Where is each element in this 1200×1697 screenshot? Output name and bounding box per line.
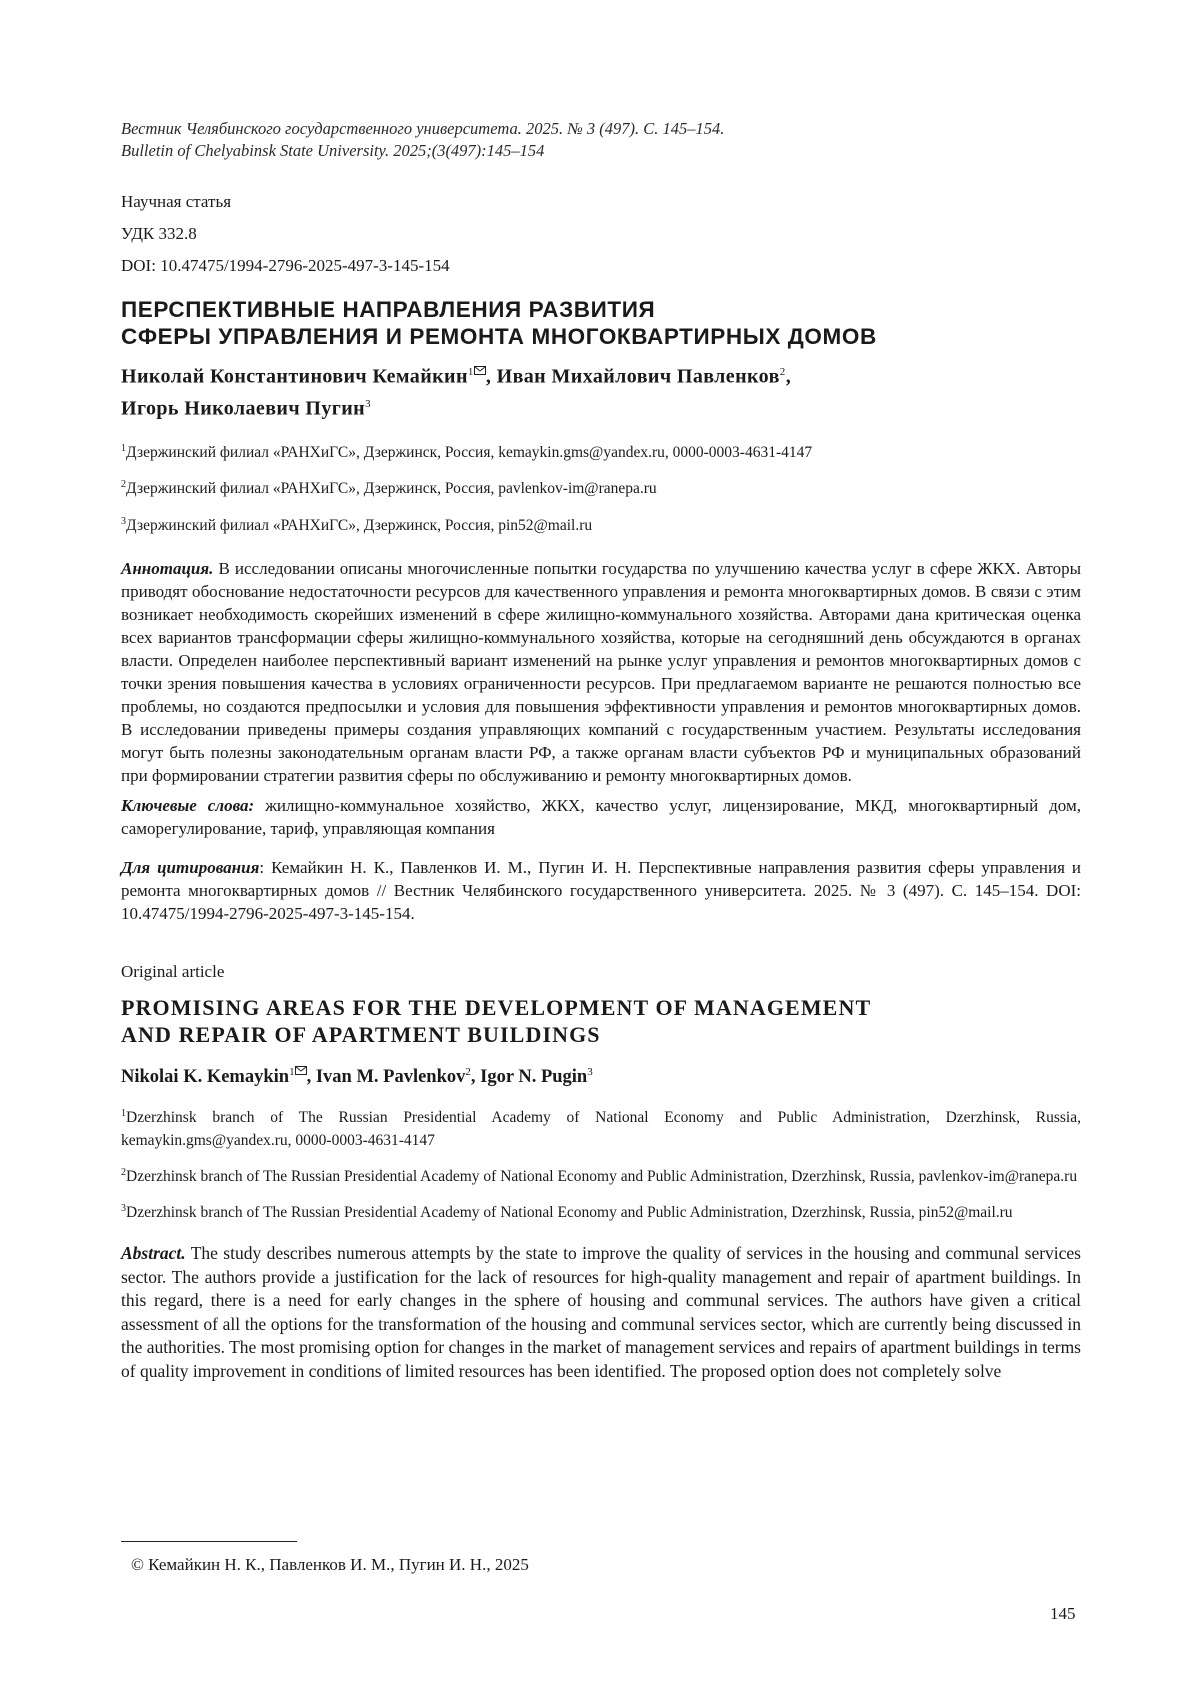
affiliations-ru [121,439,1081,535]
affiliation-en-2 [121,1161,1081,1188]
title-ru-line-2: СФЕРЫ УПРАВЛЕНИЯ И РЕМОНТА МНОГОКВАРТИРНЫХ ДОМОВ [121,324,877,349]
author-3-en-sup: 3 [587,1065,593,1078]
keywords-ru [121,794,1081,840]
affiliation-en-1-num: 1 [121,1107,126,1119]
article-page [121,118,1081,1383]
affiliation-ru-3 [121,512,1081,536]
title-en-line-1: PROMISING AREAS FOR THE DEVELOPMENT OF MANAGEMENT [121,994,872,1020]
abstract-en-label: Abstract. [121,1243,186,1264]
citation-ru-colon: : [259,857,265,877]
author-1-ru-sup: 1 [467,366,474,378]
journal-citation-ru: Вестник Челябинского государственного университета. 2025. № 3 (497). С. 145–154. [121,119,725,138]
author-2-en-sup: 2 [465,1065,471,1078]
author-2-ru: Иван Михайлович Павленков [496,365,780,388]
author-2-en: Ivan M. Pavlenkov [315,1066,466,1087]
original-article-label: Original article [121,961,225,981]
author-2-ru-sup: 2 [779,366,786,378]
citation-ru-text: Кемайкин Н. К., Павленков И. М., Пугин И. Н. Перспективные направления развития сферы управления и ремонта многоквартирных домов // Вестник Челябинского государственного университета. 2025. № 3 (497). С. 145–154. DOI: 10.47475/1994-2796-2025-497-3-145-154. [121,857,1081,923]
page-number: 145 [1050,1604,1076,1623]
doi: DOI: 10.47475/1994-2796-2025-497-3-145-154 [121,256,450,275]
author-3-en: Igor N. Pugin [480,1066,588,1087]
journal-citation-en: Bulletin of Chelyabinsk State University. 2025;(3(497):145–154 [121,141,545,160]
affiliation-ru-1-num: 1 [121,443,126,455]
copyright-notice: © Кемайкин Н. К., Павленков И. М., Пугин И. Н., 2025 [131,1555,529,1574]
author-3-ru: Игорь Николаевич Пугин [121,397,366,420]
article-meta [121,192,1081,276]
keywords-ru-label: Ключевые слова: [121,795,255,815]
affiliation-ru-2-text: Дзержинский филиал «РАНХиГС», Дзержинск, Россия, pavlenkov-im@ranepa.ru [126,480,657,498]
journal-header [121,118,1081,162]
abstract-en [121,1242,1081,1383]
affiliation-ru-3-num: 3 [121,515,126,527]
affiliation-ru-3-text: Дзержинский филиал «РАНХиГС», Дзержинск, Россия, pin52@mail.ru [126,516,593,534]
affiliation-en-3-num: 3 [121,1203,126,1215]
citation-ru-label: Для цитирования [121,857,260,877]
authors-ru: Николай Константинович Кемайкин$^1$ , Иван Михайлович Павленков$^2$, Игорь Николаевич Пугин$^3$ [121,365,792,420]
author-1-ru: Николай Константинович Кемайкин [121,365,468,388]
affiliation-ru-2 [121,475,1081,499]
envelope-icon [474,366,486,375]
authors-en: Nikolai K. Kemaykin$^1$ , Ivan M. Pavlenkov$^2$, Igor N. Pugin$^3$ [121,1065,593,1087]
abstract-ru-label: Аннотация. [121,558,214,578]
title-en-line-2: AND REPAIR OF APARTMENT BUILDINGS [121,1021,601,1047]
udc-code: УДК 332.8 [121,224,197,243]
title-ru [121,296,1081,350]
title-en [121,994,1081,1048]
affiliation-en-3-text: Dzerzhinsk branch of The Russian Presidential Academy of National Economy and Public Administration, Dzerzhinsk, Russia, pin52@mail.ru [126,1204,1013,1222]
author-1-en: Nikolai K. Kemaykin [121,1066,290,1087]
article-type: Научная статья [121,192,232,211]
citation-ru [121,856,1081,925]
affiliation-ru-1-text: Дзержинский филиал «РАНХиГС», Дзержинск, Россия, kemaykin.gms@yandex.ru, 0000-0003-4631-4147 [126,444,813,462]
abstract-ru [121,557,1081,787]
affiliation-ru-1 [121,439,1081,463]
keywords-ru-text: жилищно-коммунальное хозяйство, ЖКХ, качество услуг, лицензирование, МКД, многоквартирный дом, саморегулирование, тариф, управляющая компания [121,795,1081,838]
affiliation-en-3 [121,1197,1081,1224]
affiliation-en-1-text: Dzerzhinsk branch of The Russian Presidential Academy of National Economy and Public Administration, Dzerzhinsk, Russia, kemaykin.gms@yandex.ru, 0000-0003-4631-4147 [121,1109,1081,1150]
affiliation-en-2-text: Dzerzhinsk branch of The Russian Presidential Academy of National Economy and Public Administration, Dzerzhinsk, Russia, pavlenkov-im@ranepa.ru [126,1168,1078,1186]
abstract-en-text: The study describes numerous attempts by the state to improve the quality of services in the housing and communal services sector. The authors provide a justification for the lack of resources for high-quality management and repair of apartment buildings. In this regard, there is a need for early changes in the sphere of housing and communal services. The authors have given a critical assessment of all the options for the transformation of the housing and communal services sector, which are currently being discussed in the authorities. The most promising option for changes in the market of management services and repairs of apartment buildings in terms of quality improvement in conditions of limited resources has been identified. The proposed option does not completely solve [121,1243,1081,1381]
author-1-en-sup: 1 [289,1065,295,1078]
title-ru-line-1: ПЕРСПЕКТИВНЫЕ НАПРАВЛЕНИЯ РАЗВИТИЯ [121,297,656,322]
abstract-ru-text: В исследовании описаны многочисленные попытки государства по улучшению качества услуг в сфере ЖКХ. Авторы приводят обоснование недостаточности ресурсов для качественного управления и ремонта многоквартирных домов. В связи с этим возникает необходимость скорейших изменений в сфере жилищно-коммунального хозяйства. Авторами дана критическая оценка всех вариантов трансформации сферы жилищно-коммунального хозяйства, которые на сегодняшний день обсуждаются в органах власти. Определен наиболее перспективный вариант изменений на рынке услуг управления и ремонтов многоквартирных домов с точки зрения повышения качества в условиях ограниченности ресурсов. При предлагаемом варианте не решаются полностью все проблемы, но создаются предпосылки и условия для повышения эффективности управления и ремонтов многоквартирных домов. В исследовании приведены примеры создания управляющих компаний с государственным участием. Результаты исследования могут быть полезны законодательным органам власти РФ, а также органам власти субъектов РФ и муниципальных образований при формировании стратегии развития сферы по обслуживанию и ремонту многоквартирных домов. [121,558,1082,785]
affiliation-en-1 [121,1102,1081,1152]
affiliation-en-2-num: 2 [121,1167,126,1179]
affiliation-ru-2-num: 2 [121,479,126,491]
footnote-divider [121,1541,297,1542]
affiliations-en [121,1102,1081,1224]
author-3-ru-sup: 3 [365,397,372,410]
envelope-icon [295,1066,307,1075]
